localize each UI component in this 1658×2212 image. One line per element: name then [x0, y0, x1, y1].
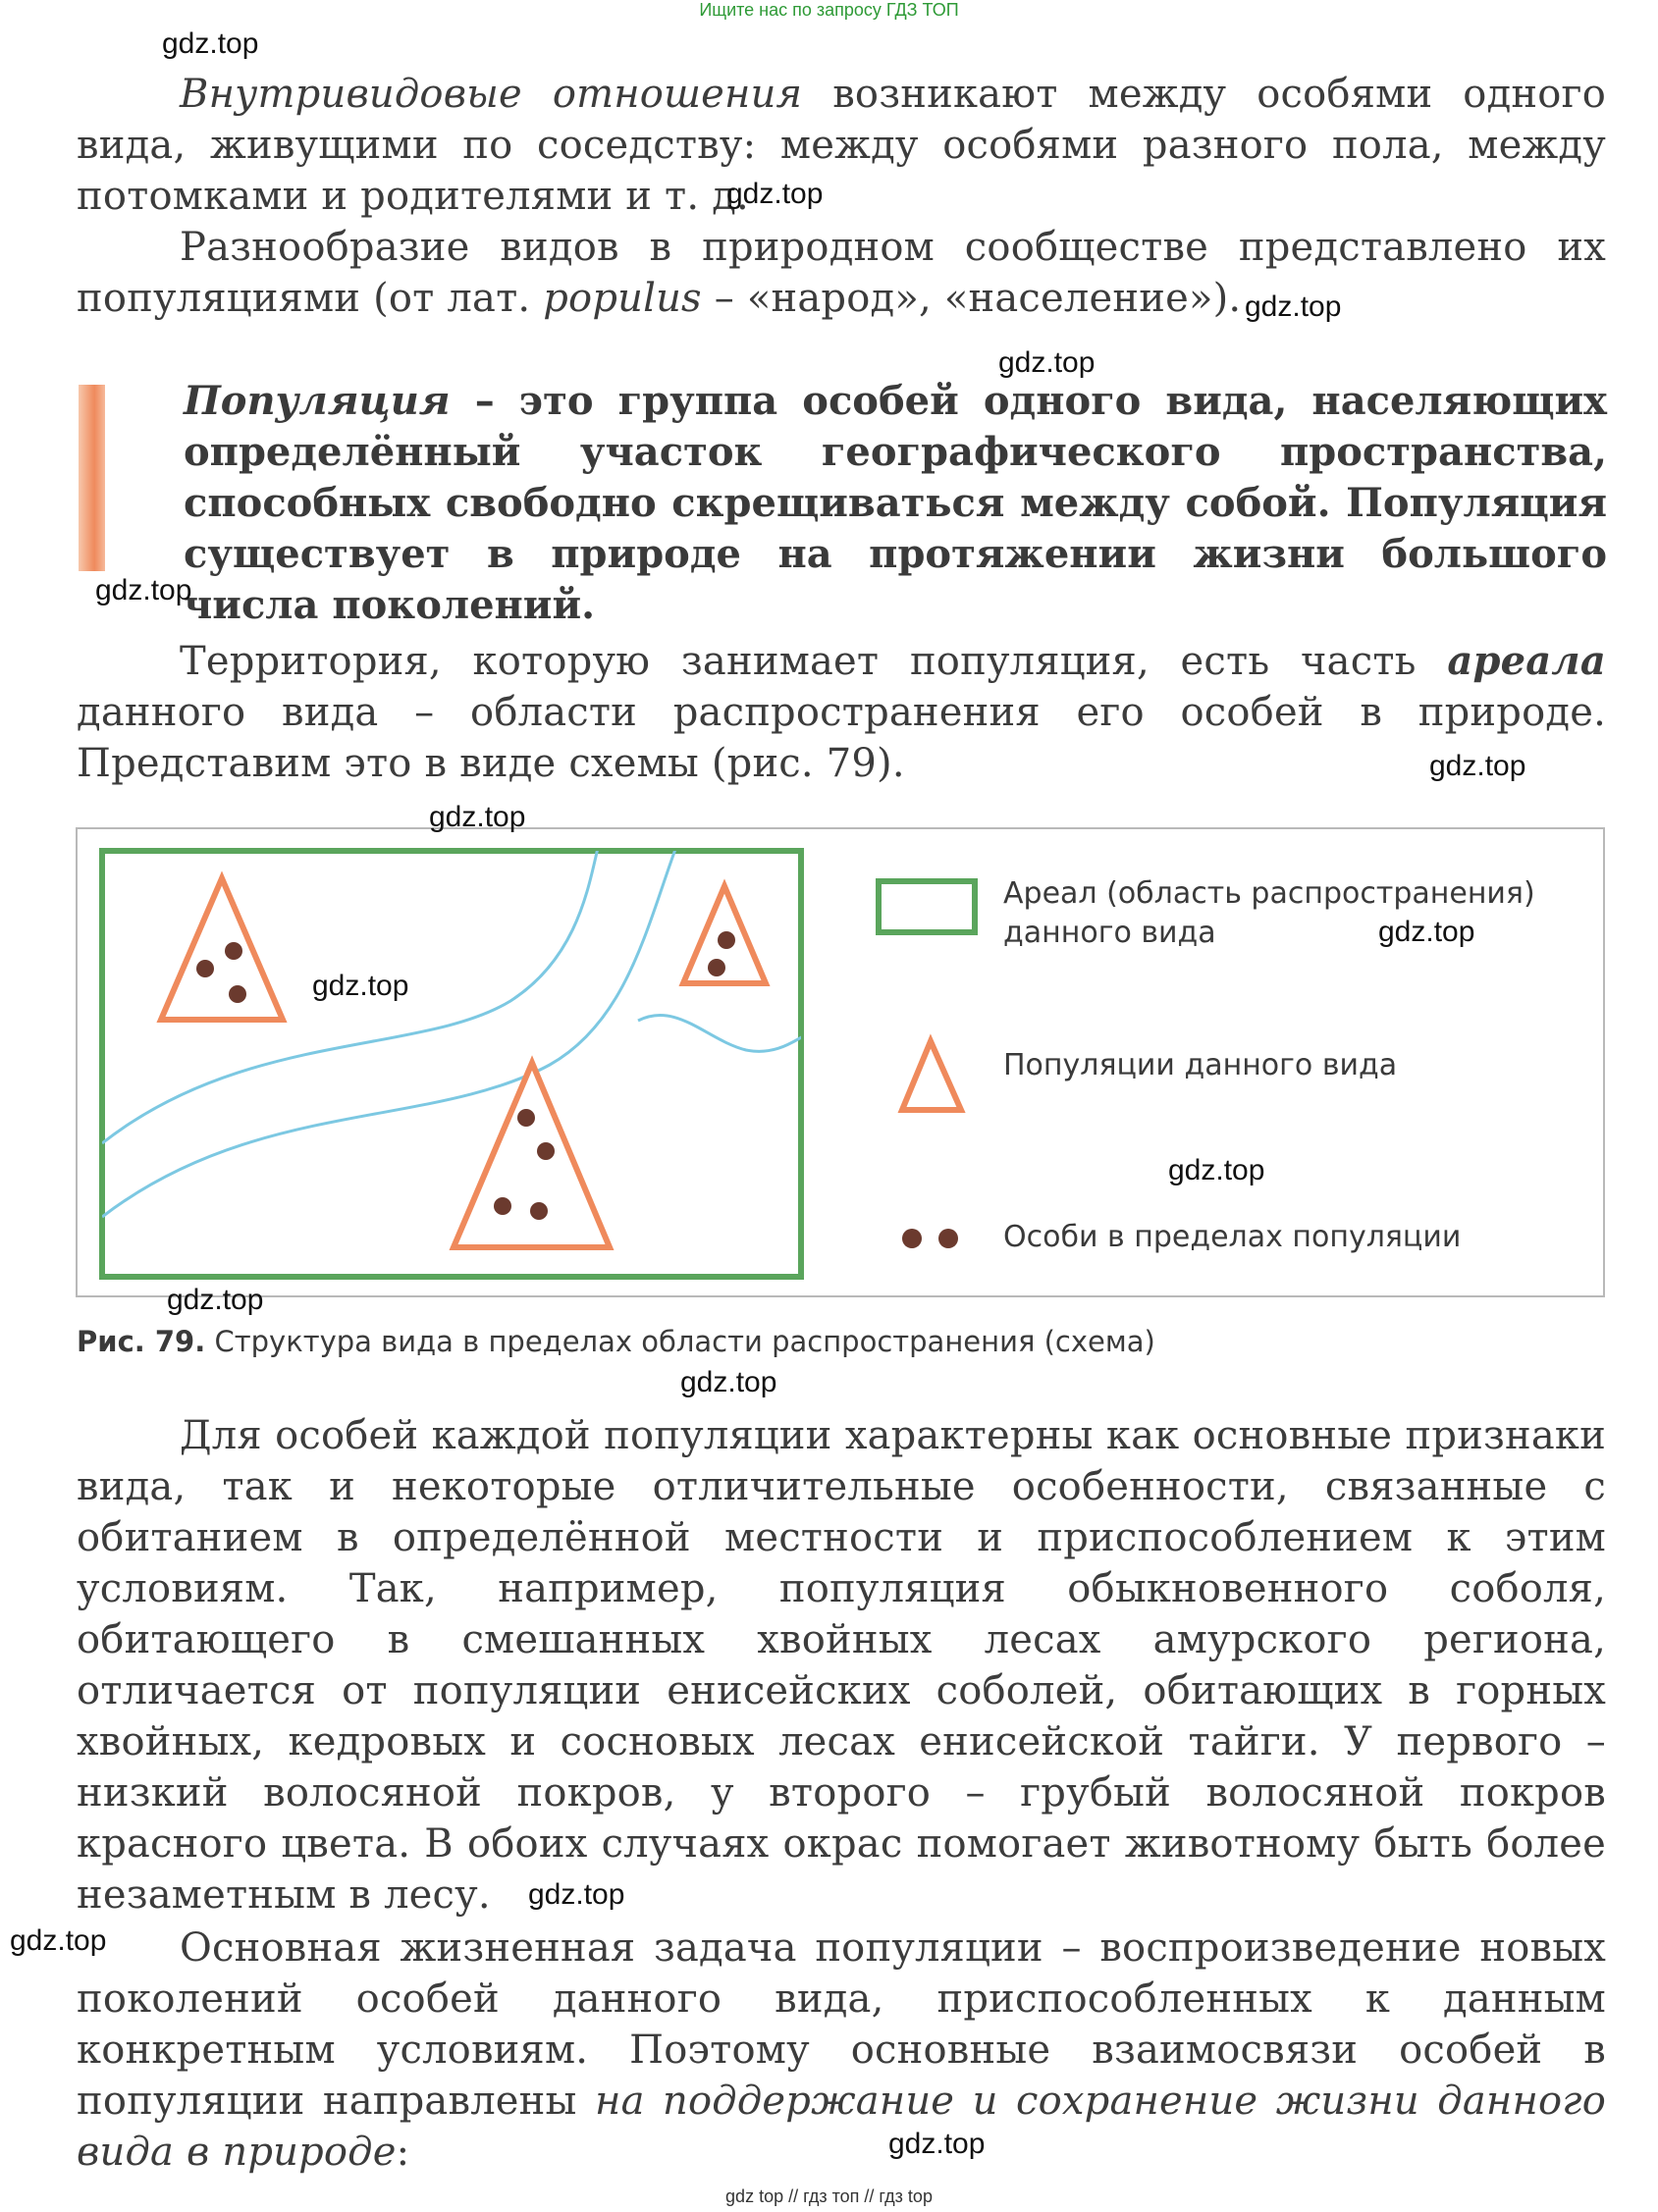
individual-dot [517, 1109, 535, 1127]
river-line [102, 844, 677, 1217]
legend-individual-dot [902, 1229, 922, 1248]
paragraph-text: – «народ», «население»). [701, 276, 1242, 321]
watermark: gdz.top [528, 1878, 625, 1911]
watermark: gdz.top [95, 574, 192, 606]
caption-text: Структура вида в пределах области распространения (схема) [205, 1325, 1155, 1358]
individual-dot [494, 1197, 511, 1215]
caption-label: Рис. 79. [77, 1325, 206, 1358]
paragraph-main-task [77, 1922, 1606, 2178]
individual-dot [229, 985, 246, 1003]
watermark: gdz.top [1378, 916, 1475, 948]
paragraph-text: Территория, которую занимает популяция, есть часть [180, 639, 1448, 684]
population-triangle-1 [161, 878, 283, 1020]
watermark: gdz.top [998, 346, 1096, 379]
individual-dot [196, 960, 214, 977]
watermark: gdz.top [167, 1284, 264, 1316]
individual-dot [530, 1202, 548, 1220]
term-intraspecific: Внутривидовые отношения [180, 72, 803, 117]
definition-term: Популяция [184, 378, 451, 424]
watermark: gdz.top [429, 801, 526, 833]
watermark: gdz.top [888, 2128, 986, 2160]
legend-range-line1: Ареал (область распространения) [1003, 876, 1535, 911]
legend-population-symbol [902, 1041, 961, 1110]
paragraph-text: возникают между особями одного вида, живущими по соседству: между особями разного пола, между потомками и родителями и т. д. [77, 72, 1606, 219]
footer-watermark: gdz top // гдз топ // гдз top [725, 2186, 933, 2206]
watermark: gdz.top [10, 1924, 107, 1957]
individual-dot [537, 1142, 555, 1160]
paragraph-text: Основная жизненная задача популяции – воспроизведение новых поколений особей данного вида, приспособленных к данным конкретным условиям. Поэтому основные взаимосвязи особей в популяции направлены [77, 1925, 1606, 2124]
term-areal: ареала [1447, 638, 1606, 684]
latin-term: populus [543, 276, 702, 321]
watermark: gdz.top [680, 1366, 777, 1398]
legend-individual-label: Особи в пределах популяции [1003, 1220, 1462, 1254]
individual-dot [708, 959, 725, 976]
legend-population-label: Популяции данного вида [1003, 1048, 1398, 1082]
legend-individual-dot [938, 1229, 958, 1248]
top-banner: Ищите нас по запросу ГДЗ ТОП [699, 0, 959, 20]
watermark: gdz.top [1429, 750, 1526, 782]
legend-range-symbol [879, 881, 975, 932]
individual-dot [225, 942, 242, 960]
watermark: gdz.top [312, 970, 409, 1002]
watermark: gdz.top [726, 178, 824, 210]
paragraph-sable-example [77, 1410, 1606, 1921]
individual-dot [718, 931, 735, 949]
paragraph-text: : [396, 2130, 410, 2175]
paragraph-text: данного вида – области распространения его особей в природе. Представим это в виде схемы (рис. 79). [77, 690, 1606, 786]
watermark: gdz.top [162, 27, 259, 60]
emphasis-text: на поддержание и сохранение жизни данного вида в природе [77, 2079, 1606, 2175]
river-line [638, 1015, 805, 1051]
figure-caption [77, 1325, 1155, 1358]
definition-text: – это группа особей одного вида, населяющих определённый участок географического пространства, способных свободно скрещиваться между собой. Популяция существует в природе на протяжении жизни большого числа поколений. [184, 378, 1607, 628]
paragraph-text: Для особей каждой популяции характерны как основные признаки вида, так и некоторые отличительные особенности, связанные с обитанием в определённой местности и приспособлением к этим условиям. Так, например, популяция обыкновенного соболя, обитающего в смешанных хвойных лесах амурского региона, отличается от популяции енисейских соболей, обитающих в горных хвойных, кедровых и сосновых лесах енисейской тайги. У первого – низкий волосяной покров, у второго – грубый волосяной покров красного цвета. В обоих случаях окрас помогает животному быть более незаметным в лесу. [77, 1413, 1606, 1918]
watermark: gdz.top [1168, 1154, 1265, 1186]
paragraph-text: Разнообразие видов в природном сообществе представлено их популяциями (от лат. [77, 225, 1606, 321]
legend-range-line2: данного вида [1003, 916, 1216, 950]
watermark: gdz.top [1245, 290, 1342, 323]
population-triangle-3 [454, 1063, 610, 1247]
